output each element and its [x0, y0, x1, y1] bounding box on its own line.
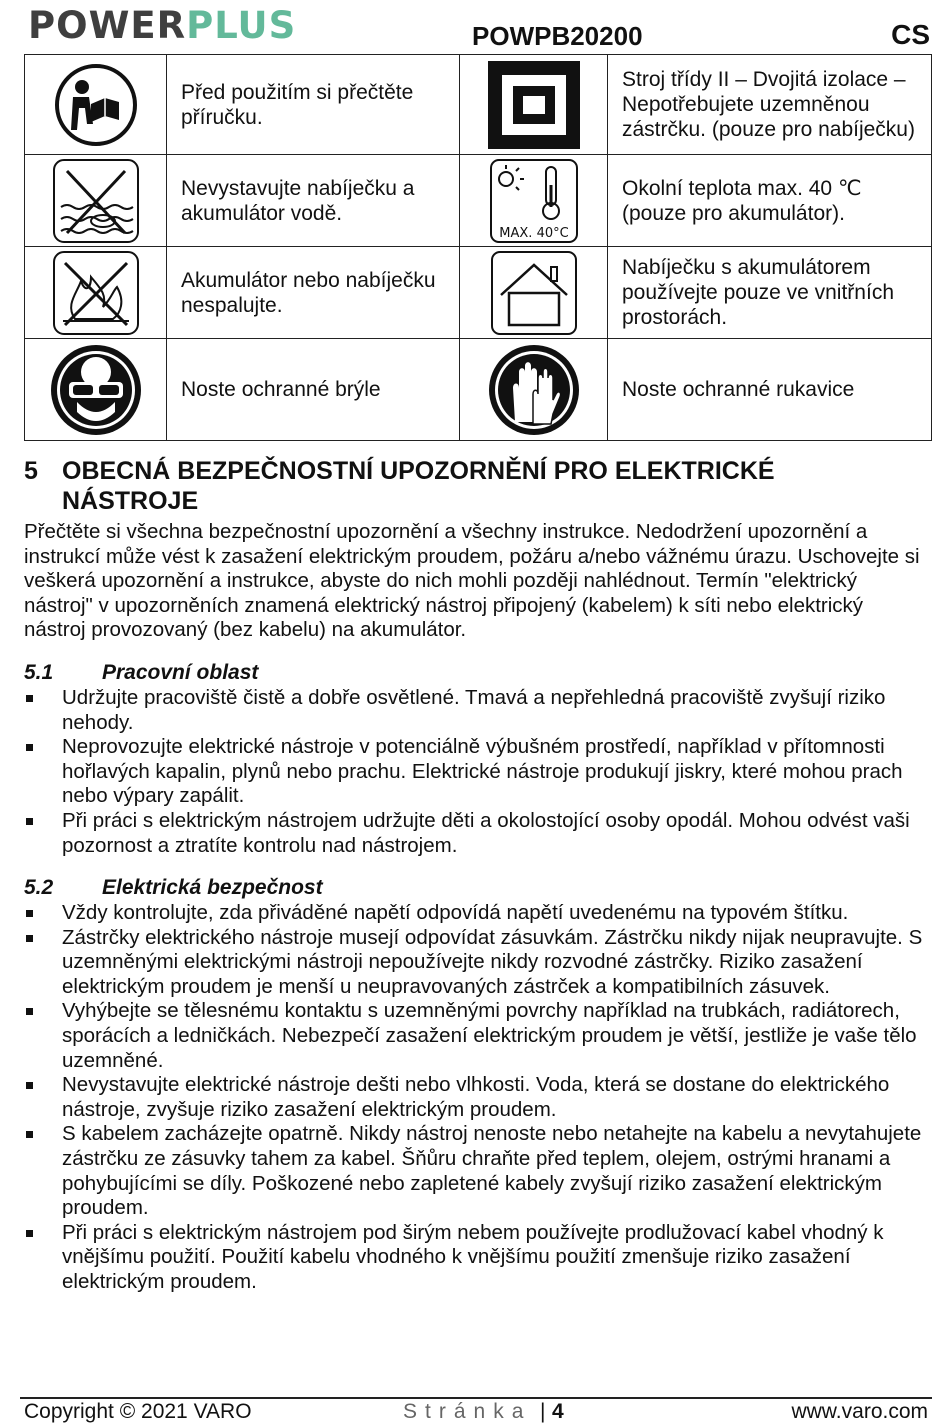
bullet-icon	[26, 910, 33, 917]
list-item	[24, 999, 924, 1073]
bullet-icon	[26, 695, 33, 702]
brand-logo	[28, 4, 296, 48]
read-manual-text: Před použitím si přečtěte příručku.	[167, 55, 460, 155]
no-water-text: Nevystavujte nabíječku a akumulátor vodě.	[167, 155, 460, 247]
bullet-icon	[26, 818, 33, 825]
list-item	[24, 1221, 924, 1295]
brand-logo-part2: PLUS	[186, 4, 297, 47]
section-5-intro: Přečtěte si všechna bezpečnostní upozornění a všechny instrukce. Nedodržení upozornění a instrukcí může vést k zasažení elektrickým proudem, požáru a/nebo vážnému úrazu. Uschovejte si veškerá upozornění a instrukce, abyste do nich mohli později nahlédnout. Termín "elektrický nástroj" v upozorněních znamená elektrický nástroj připojený (kabelem) k síti nebo elektrický nástroj provozovaný (bez kabelu) na akumulátor.	[24, 520, 920, 642]
section-5-title: OBECNÁ BEZPEČNOSTNÍ UPOZORNĚNÍ PRO ELEKTRICKÉ NÁSTROJE	[62, 457, 775, 515]
footer-divider	[20, 1397, 932, 1399]
list-item-text: S kabelem zacházejte opatrně. Nikdy nástroj nenoste nebo netahejte na kabelu a nevytahujete zástrčku ze zásuvky tahem za kabel. Šňůru chraňte před teplem, olejem, ostrými hranami a pohybujícími se díly. Poškozené nebo zapletené kabely zvyšují riziko zasažení elektrickým proudem.	[62, 1122, 922, 1220]
section-5-1-title: Pracovní oblast	[102, 661, 259, 684]
list-item-text: Při práci s elektrickým nástrojem pod širým nebem používejte prodlužovací kabel vhodný k vnějšímu použití. Použití kabelu vhodného k vnějšímu použití zmenšuje riziko zasažení elektrickým proudem.	[62, 1220, 884, 1293]
symbols-row	[25, 55, 932, 155]
no-water-icon	[25, 155, 167, 247]
list-item	[24, 1122, 924, 1220]
list-item-text: Při práci s elektrickým nástrojem udržujte děti a okolostojící osoby opodál. Mohou odvést vaši pozornost a ztratíte kontrolu nad nástrojem.	[62, 808, 910, 857]
safety-glasses-icon	[25, 339, 167, 441]
section-5-1-number: 5.1	[24, 661, 54, 684]
model-number: POWPB20200	[472, 21, 643, 51]
max-temperature-icon	[460, 155, 608, 247]
section-5-1-heading	[24, 661, 258, 685]
no-fire-text: Akumulátor nebo nabíječku nespalujte.	[167, 247, 460, 339]
gloves-text: Noste ochranné rukavice	[608, 339, 932, 441]
symbols-row	[25, 155, 932, 247]
list-item-text: Nevystavujte elektrické nástroje dešti nebo vlhkosti. Voda, která se dostane do elektrického nástroje, zvyšuje riziko zasažení elektrickým proudem.	[62, 1073, 890, 1121]
section-5-1-list	[24, 686, 924, 858]
max-temperature-icon-label: MAX. 40°C	[498, 225, 569, 241]
list-item	[24, 735, 924, 809]
footer-page-label: Stránka	[403, 1400, 532, 1423]
symbols-row	[25, 247, 932, 339]
symbols-row	[25, 339, 932, 441]
footer-website: www.varo.com	[791, 1400, 928, 1423]
footer-page-number: 4	[552, 1400, 564, 1423]
language-code: CS	[891, 19, 930, 50]
bullet-icon	[26, 1230, 33, 1237]
safety-glasses-text: Noste ochranné brýle	[167, 339, 460, 441]
footer-copyright: Copyright © 2021 VARO	[24, 1400, 252, 1423]
bullet-icon	[26, 1008, 33, 1015]
bullet-icon	[26, 935, 33, 942]
list-item-text: Vyhýbejte se tělesnému kontaktu s uzemněnými povrchy například na trubkách, radiátorech, sporácích a ledničkách. Nebezpečí zasažení elektrickým proudem je větší, jestliže je vaše tělo uzemněné.	[62, 999, 917, 1072]
footer-separator: |	[540, 1400, 546, 1423]
section-5-2-number: 5.2	[24, 876, 54, 899]
list-item	[24, 686, 924, 735]
max-temperature-text: Okolní teplota max. 40 ℃ (pouze pro akumulátor).	[608, 155, 932, 247]
bullet-icon	[26, 1082, 33, 1089]
double-insulation-icon	[460, 55, 608, 155]
indoor-use-icon	[460, 247, 608, 339]
symbols-table	[24, 54, 932, 441]
list-item	[24, 1073, 924, 1122]
section-5-2-title: Elektrická bezpečnost	[102, 876, 323, 899]
bullet-icon	[26, 1131, 33, 1138]
section-5-2-list	[24, 901, 924, 1295]
section-5-number: 5	[24, 457, 38, 485]
list-item	[24, 809, 924, 858]
list-item-text: Udržujte pracoviště čistě a dobře osvětlené. Tmavá a nepřehledná pracoviště zvyšují riziko nehody.	[62, 686, 886, 734]
section-5-heading	[24, 456, 904, 516]
list-item	[24, 901, 924, 926]
list-item	[24, 926, 924, 1000]
indoor-use-text: Nabíječku s akumulátorem používejte pouze ve vnitřních prostorách.	[608, 247, 932, 339]
section-5-2-heading	[24, 876, 323, 900]
gloves-icon	[460, 339, 608, 441]
list-item-text: Vždy kontrolujte, zda přiváděné napětí odpovídá napětí uvedenému na typovém štítku.	[62, 901, 849, 924]
brand-logo-part1: POWER	[28, 4, 187, 47]
read-manual-icon	[25, 55, 167, 155]
double-insulation-text: Stroj třídy II – Dvojitá izolace – Nepotřebujete uzemněnou zástrčku. (pouze pro nabíječku)	[608, 55, 932, 155]
list-item-text: Neprovozujte elektrické nástroje v potenciálně výbušném prostředí, například v přítomnosti hořlavých kapalin, plynů nebo prachu. Elektrické nástroje produkují jiskry, které mohou prach nebo výpary zapálit.	[62, 735, 903, 808]
bullet-icon	[26, 744, 33, 751]
no-fire-icon	[25, 247, 167, 339]
list-item-text: Zástrčky elektrického nástroje musejí odpovídat zásuvkám. Zástrčku nikdy nijak neupravujte. S uzemněnými elektrickými nástroji nepoužívejte nikdy rozvodné zástrčky. Riziko zasažení elektrickým proudem je menší u neupravovaných zástrček a kompatibilních zásuvek.	[62, 925, 923, 998]
